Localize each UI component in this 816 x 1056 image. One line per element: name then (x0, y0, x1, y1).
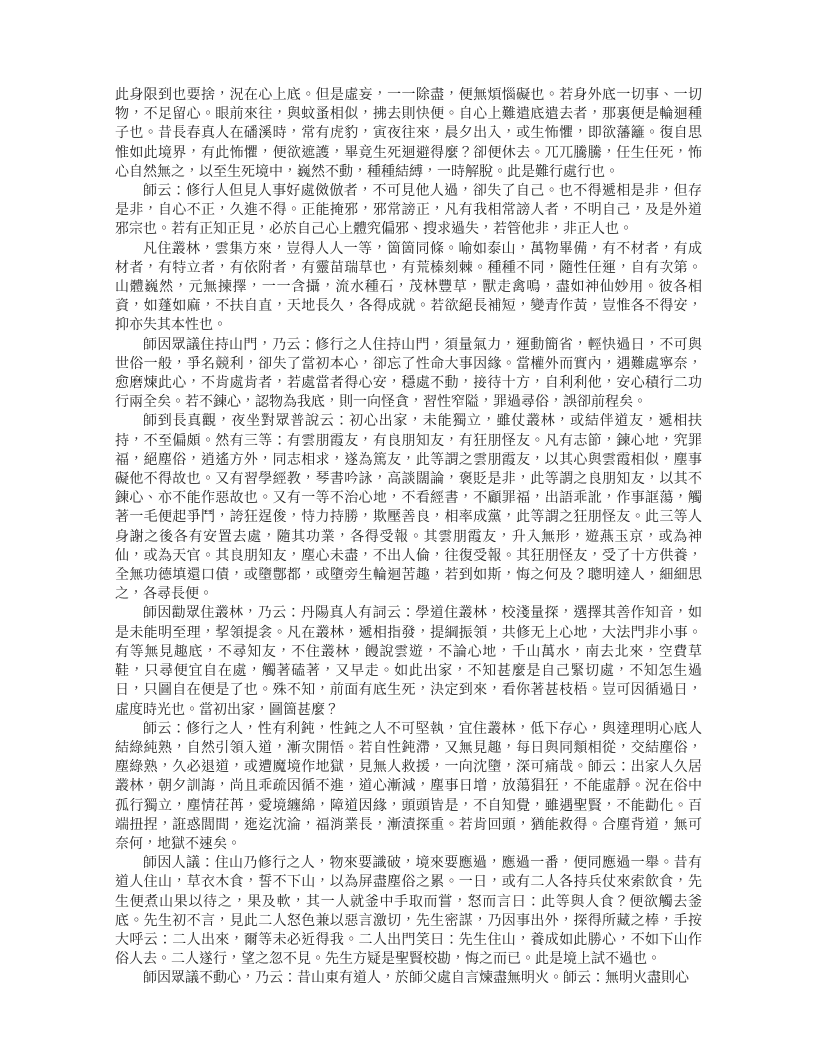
paragraph: 師到長真觀，夜坐對眾普說云：初心出家，未能獨立，雖仗叢林，或結伴道友，遞相扶持，不至偏頗。然有三等：有雲朋霞友，有良朋知友，有狂朋怪友。凡有志節，鍊心地，究罪福，絕塵俗，逍遙方外，同志相求，遂為篤友，此等謂之雲朋霞友，以其心與雲霞相似，塵事礙他不得故也。又有習學經教，琴書吟詠，高談闊論，褒貶是非，此等謂之良朋知友，以其不鍊心、亦不能作惡故也。又有一等不治心地，不看經書，不顧罪福，出語乖訛，作事誆蕩，觸著一毛便起爭鬥，誇狂逞俊，恃力持勝，欺壓善良，相率成黨，此等謂之狂朋怪友。此三等人身謝之後各有安置去處，隨其功業，各得受報。其雲朋霞友，升入無形，遊燕玉京，或為神仙，或為天官。其良朋知友，塵心未盡，不出人倫，往復受報。其狂朋怪友，受了十方供養，全無功德填還口債，或墮鄷都，或墮旁生輪迴苦趣，若到如斯，悔之何及？聰明達人，細細思之，各尋長便。 (115, 414, 702, 603)
paragraph: 此身限到也要捨，況在心上底。但是虛妄，一一除盡，便無煩惱礙也。若身外底一切事、一切物，不足留心。眼前來往，與蚊蚤相似，拂去則快便。自心上難遣底遣去者，那裏便是輪迴種子也。昔長春真人在磻溪時，常有虎豹，寅夜往來，晨夕出入，或生怖懼，即欲藩籬。復自思惟如此境界，有此怖懼，便欲遮護，畢竟生死迴避得麼？卻便休去。兀兀騰騰，任生任死，怖心自然無之，以至生死境中，巍然不動，種種結縛，一時解脫。此是難行處行也。 (115, 88, 702, 180)
paragraph: 師因人議：住山乃修行之人，物來要識破，境來要應過，應過一番，便同應過一舉。昔有道人住山，草衣木食，誓不下山，以為屏盡塵俗之累。一日，或有二人各持兵仗來索飲食，先生便煮山果以待之，果及軟，其一人就釜中手取而嘗，怒而言曰：此等與人食？便欲觸去釜底。先生初不言，見此二人怒色兼以惡言激切，先生密謀，乃因事出外，探得所藏之棒，手按大呼云：二人出來，爾等未必近得我。二人出門笑曰：先生住山，養成如此勝心，不如下山作俗人去。二人遂行，望之忽不見。先生方疑是聖賢校勘，悔之而已。此是境上試不過也。 (115, 856, 702, 968)
paragraph: 凡住叢林，雲集方來，豈得人人一等，箇箇同條。喻如泰山，萬物畢備，有不材者，有成材者，有特立者，有依附者，有靈苗瑞草也，有荒榛刻棘。種種不同，隨性任運，自有次第。山體巍然，元無揀擇，一一含攝，流水種石，茂林豐草，獸走禽鳴，盡如神仙妙用。彼各相資，如蓬如麻，不扶自直，天地長久，各得成就。若欲絕長補短，變青作黃，豈惟各不得安，抑亦失其本性也。 (115, 241, 702, 334)
page-text-block (115, 86, 702, 989)
paragraph: 師因眾議住持山門，乃云：修行之人住持山門，須量氣力，運動簡省，輕快過日，不可與世俗一般，爭名競利，卻失了當初本心，卻忘了性命大事因緣。當權外而實內，遇難處寧奈，愈磨煉此心，不肯處肯者，若處當者得心安，穩處不動，接待十方，自利利他，安心積行二功行兩全矣。若不鍊心，認物為我底，則一向怪貪，習性窄隘，罪過尋俗，誤卻前程矣。 (115, 337, 702, 411)
paragraph: 師因眾議不動心，乃云：昔山東有道人，於師父處自言煉盡無明火。師云：無明火盡則心 (143, 971, 689, 987)
paragraph: 師云：修行之人，性有利鈍，性鈍之人不可堅執，宜住叢林，低下存心，與達理明心底人結綠純熟，自然引領入道，漸次開悟。若自性鈍滯，又無見趣，每日與同類相從，交結塵俗，塵綠熟，久必退道，或遭魔境作地獄，見無人救援，一向沈墮，深可痛哉。師云：出家人久居叢林，朝夕訓誨，尚且乖疏因循不進，道心漸減，塵事日增，放蕩猖狂，不能虛靜。況在俗中孤行獨立，塵情茌苒，愛境纏綿，障道因緣，頭頭皆是，不自知覺，雖遇聖賢，不能勸化。百端扭捏，誑惑閭間，迤迄沈淪，福消業長，漸漬探重。若肯回頭，猶能救得。合塵背道，無可奈何，地獄不速矣。 (115, 721, 702, 852)
paragraph: 師因勸眾住叢林，乃云：丹陽真人有詞云：學道住叢林，校淺量探，選擇其善作知音，如是未能明至理，挈領提衾。凡在叢林，遞相指發，提綱振領，共修无上心地，大法門非小事。有等無見趣底，不尋知友，不住叢林，饅說雲遊，不論心地，千山萬水，南去北來，空費草鞋，只尋便宜自在處，觸著磕著，又早走。如此出家，不知甚麼是自己緊切處，不知怎生過日，只圖自在便是了也。殊不知，前面有底生死，決定到來，看你著甚枝梧。豈可因循過日，虛度時光也。當初出家，圖箇甚麼？ (115, 606, 702, 718)
paragraph: 師云：修行人但見人事好處傚倣者，不可見他人過，卻失了自己。也不得遞相是非，但存是非，自心不正，久進不得。正能掩邪，邪常謗正，凡有我相常謗人者，不明自己，及是外道邪宗也。若有正知正見，必於自己心上體究偏邪、搜求過失，若管他非，非正人也。 (115, 184, 702, 238)
